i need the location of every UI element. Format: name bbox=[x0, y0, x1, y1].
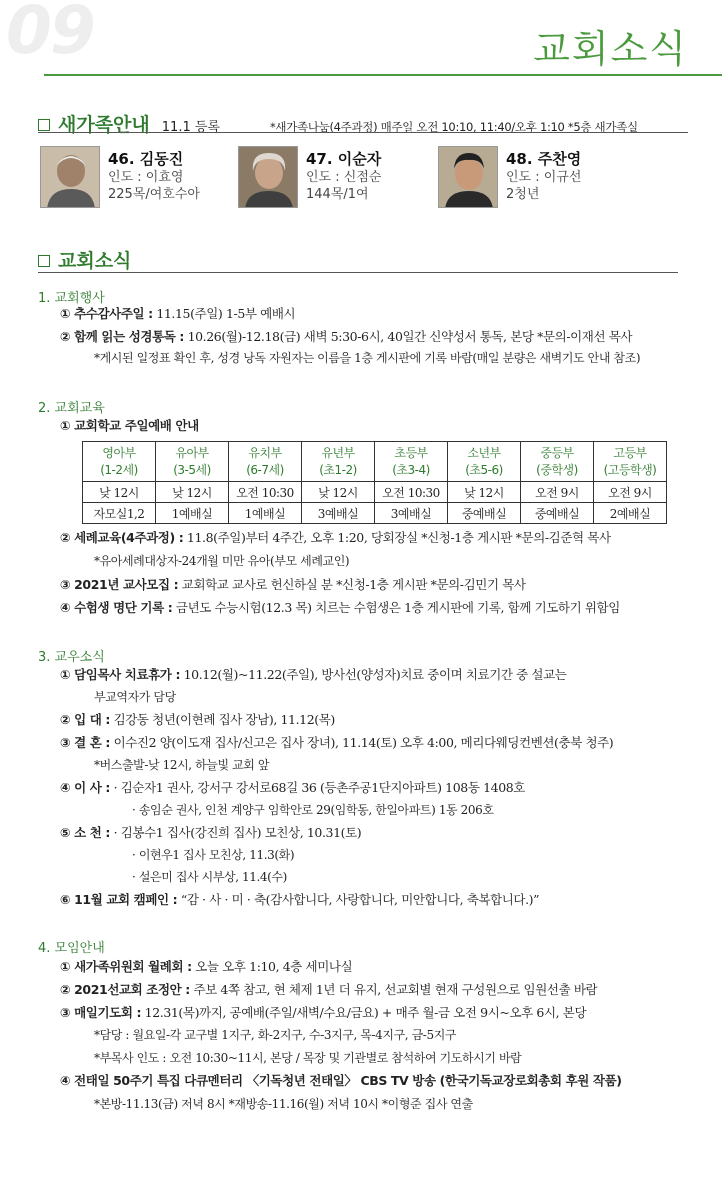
table-cell: 중예배실 bbox=[521, 503, 594, 524]
person-photo-icon bbox=[238, 146, 298, 208]
member-guide: 인도 : 이효영 bbox=[108, 170, 184, 185]
table-header-cell: 영아부 (1-2세) bbox=[83, 442, 156, 482]
table-cell: 오전 10:30 bbox=[229, 482, 302, 503]
news-item: ④ 이 사 : · 김순자1 권사, 강서구 강서로68길 36 (등촌주공1단지아파트) 108동 1408호 bbox=[60, 780, 525, 795]
member-group: 144목/1여 bbox=[306, 187, 369, 202]
member-card bbox=[438, 146, 581, 208]
table-header-cell: 유치부 (6-7세) bbox=[229, 442, 302, 482]
table-cell: 자모실1,2 bbox=[83, 503, 156, 524]
news-note: · 이현우1 집사 모친상, 11.3(화) bbox=[132, 848, 295, 862]
new-family-registered: 11.1 등록 bbox=[161, 120, 220, 135]
category-title: 3. 교우소식 bbox=[38, 650, 105, 665]
news-title: 교회소식 bbox=[58, 250, 132, 272]
table-cell: 낮 12시 bbox=[83, 482, 156, 503]
new-family-note: *새가족나눔(4주과정) 매주일 오전 10:10, 11:40/오후 1:10 *5층 새가족실 bbox=[269, 120, 638, 134]
category-title: 4. 모임안내 bbox=[38, 941, 105, 956]
member-name: 48. 주찬영 bbox=[506, 150, 582, 168]
person-photo-icon bbox=[438, 146, 498, 208]
news-note: · 송임순 권사, 인천 계양구 임학안로 29(임학동, 한일아파트) 1동 206호 bbox=[132, 803, 494, 817]
news-item: ① 담임목사 치료휴가 : 10.12(월)~11.22(주일), 방사선(양성자)치료 중이며 치료기간 중 설교는 bbox=[60, 667, 567, 682]
member-guide: 인도 : 이규선 bbox=[506, 170, 582, 185]
member-guide: 인도 : 신점순 bbox=[306, 170, 382, 185]
news-note: · 설은미 집사 시부상, 11.4(수) bbox=[132, 870, 287, 884]
member-card bbox=[40, 146, 200, 208]
news-item: ⑥ 11월 교회 캠페인 : “감 · 사 · 미 · 축(감사합니다, 사랑합니다, 미안합니다, 축복합니다.)” bbox=[60, 892, 540, 907]
table-cell: 1예배실 bbox=[229, 503, 302, 524]
sunday-school-table bbox=[82, 441, 667, 524]
header-divider bbox=[44, 74, 722, 76]
table-header-cell: 소년부 (초5-6) bbox=[448, 442, 521, 482]
page-number: 09 bbox=[6, 0, 94, 69]
news-heading bbox=[38, 246, 131, 273]
news-item: ② 2021선교회 조정안 : 주보 4쪽 참고, 현 체제 1년 더 유지, 선교회별 현재 구성원으로 임원선출 바람 bbox=[60, 982, 598, 997]
news-item: ⑤ 소 천 : · 김봉수1 집사(강진희 집사) 모친상, 10.31(토) bbox=[60, 825, 362, 840]
news-item: ② 세례교육(4주과정) : 11.8(주일)부터 4주간, 오후 1:20, 당회장실 *신청-1층 게시판 *문의-김준혁 목사 bbox=[60, 530, 611, 545]
table-cell: 중예배실 bbox=[448, 503, 521, 524]
category-title: 1. 교회행사 bbox=[38, 291, 105, 306]
news-item: ③ 매일기도회 : 12.31(목)까지, 공예배(주일/새벽/수요/금요) + 매주 월-금 오전 9시~오후 6시, 본당 bbox=[60, 1005, 587, 1020]
table-header-cell: 유아부 (3-5세) bbox=[156, 442, 229, 482]
table-cell: 오전 10:30 bbox=[375, 482, 448, 503]
square-outline-icon bbox=[38, 119, 50, 131]
member-group: 225목/여호수아 bbox=[108, 187, 200, 202]
news-item: ① 교회학교 주일예배 안내 bbox=[60, 418, 199, 433]
table-cell: 오전 9시 bbox=[521, 482, 594, 503]
page-title: 교회소식 bbox=[533, 27, 688, 71]
news-item: ④ 수험생 명단 기록 : 금년도 수능시험(12.3 목) 치르는 수험생은 1층 게시판에 기록, 함께 기도하기 위함임 bbox=[60, 600, 620, 615]
member-card bbox=[238, 146, 381, 208]
new-family-divider bbox=[38, 132, 688, 133]
news-item: ② 입 대 : 김강동 청년(이현례 집사 장남), 11.12(목) bbox=[60, 712, 335, 727]
table-header-cell: 유년부 (초1-2) bbox=[302, 442, 375, 482]
person-photo-icon bbox=[40, 146, 100, 208]
category-title: 2. 교회교육 bbox=[38, 401, 105, 416]
table-header-cell: 중등부 (중학생) bbox=[521, 442, 594, 482]
news-item: ① 추수감사주일 : 11.15(주일) 1-5부 예배시 bbox=[60, 306, 296, 321]
news-note: *게시된 일정표 확인 후, 성경 낭독 자원자는 이름을 1층 게시판에 기록 바람(매일 분량은 새벽기도 안내 참조) bbox=[94, 351, 641, 365]
square-outline-icon bbox=[38, 255, 50, 267]
news-item: ③ 2021년 교사모집 : 교회학교 교사로 헌신하실 분 *신청-1층 게시판 *문의-김민기 목사 bbox=[60, 577, 526, 592]
table-header-cell: 초등부 (초3-4) bbox=[375, 442, 448, 482]
table-cell: 3예배실 bbox=[302, 503, 375, 524]
news-divider bbox=[38, 272, 678, 273]
news-note: 부교역자가 담당 bbox=[94, 690, 176, 704]
news-note: *본방-11.13(금) 저녁 8시 *재방송-11.16(월) 저녁 10시 *이형준 집사 연출 bbox=[94, 1097, 473, 1111]
news-note: *유아세례대상자-24개월 미만 유아(부모 세례교인) bbox=[94, 554, 350, 568]
news-item: ① 새가족위원회 월례회 : 오늘 오후 1:10, 4층 세미나실 bbox=[60, 959, 353, 974]
news-item: ④ 전태일 50주기 특집 다큐멘터리 〈기독청년 전태일〉 CBS TV 방송 (한국기독교장로회총회 후원 작품) bbox=[60, 1073, 622, 1088]
table-cell: 낮 12시 bbox=[302, 482, 375, 503]
new-family-title: 새가족안내 bbox=[58, 114, 150, 136]
member-group: 2청년 bbox=[506, 187, 540, 202]
news-item: ③ 결 혼 : 이수진2 양(이도재 집사/신고은 집사 장녀), 11.14(토) 오후 4:00, 메리다웨딩컨벤션(충북 청주) bbox=[60, 735, 614, 750]
table-cell: 오전 9시 bbox=[594, 482, 667, 503]
table-header-cell: 고등부 (고등학생) bbox=[594, 442, 667, 482]
member-name: 47. 이순자 bbox=[306, 150, 382, 168]
table-cell: 2예배실 bbox=[594, 503, 667, 524]
news-note: *부목사 인도 : 오전 10:30~11시, 본당 / 목장 및 기관별로 참석하여 기도하시기 바람 bbox=[94, 1051, 522, 1065]
news-note: *담당 : 월요일-각 교구별 1지구, 화-2지구, 수-3지구, 목-4지구, 금-5지구 bbox=[94, 1028, 457, 1042]
table-cell: 낮 12시 bbox=[448, 482, 521, 503]
member-name: 46. 김동진 bbox=[108, 150, 184, 168]
news-note: *버스출발-낮 12시, 하늘빛 교회 앞 bbox=[94, 758, 270, 772]
news-item: ② 함께 읽는 성경통독 : 10.26(월)-12.18(금) 새벽 5:30-6시, 40일간 신약성서 통독, 본당 *문의-이재선 목사 bbox=[60, 329, 633, 344]
table-cell: 3예배실 bbox=[375, 503, 448, 524]
table-cell: 낮 12시 bbox=[156, 482, 229, 503]
table-cell: 1예배실 bbox=[156, 503, 229, 524]
